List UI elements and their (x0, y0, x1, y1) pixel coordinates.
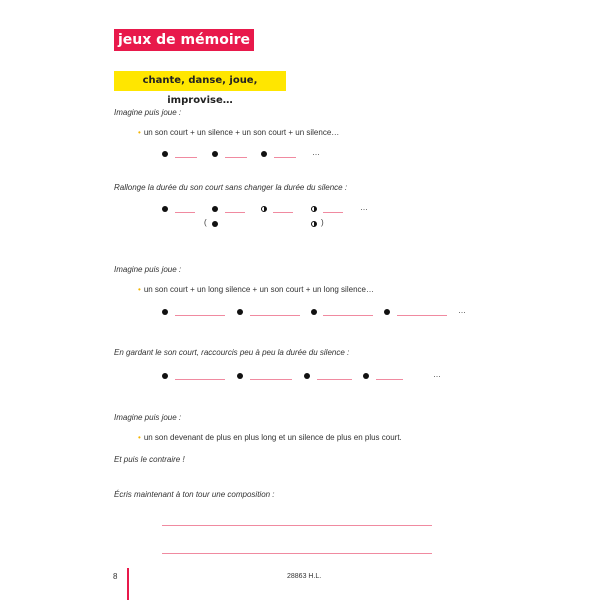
pattern-row-2-variant (0, 218, 600, 230)
pattern-row-1 (0, 148, 600, 160)
close-parenthesis: ) (321, 218, 324, 227)
long-silence-blank (250, 315, 300, 316)
bullet-icon: • (138, 128, 141, 137)
open-parenthesis: ( (204, 218, 207, 227)
instruction-7: Écris maintenant à ton tour une composition : (114, 490, 275, 499)
silence-blank (274, 157, 296, 158)
silence-blank (225, 212, 245, 213)
footer-accent-bar (127, 568, 129, 600)
bullet-icon: • (138, 433, 141, 442)
half-sound-dot (311, 221, 317, 227)
silence-blank (376, 379, 403, 380)
pattern-row-2 (0, 203, 600, 215)
silence-blank (323, 212, 343, 213)
half-sound-dot (261, 206, 267, 212)
short-sound-dot (162, 206, 168, 212)
bullet-icon: • (138, 285, 141, 294)
silence-blank (175, 157, 197, 158)
section-subtitle: chante, danse, joue, improvise… (114, 71, 286, 91)
silence-blank (175, 212, 195, 213)
short-sound-dot (237, 373, 243, 379)
short-sound-dot (162, 151, 168, 157)
short-sound-dot (162, 309, 168, 315)
instruction-6: Et puis le contraire ! (114, 455, 185, 464)
page-title: jeux de mémoire (114, 29, 254, 51)
bullet-text-2: un son court + un long silence + un son court + un long silence… (143, 285, 374, 294)
short-sound-dot (304, 373, 310, 379)
pattern-row-3 (0, 306, 600, 318)
instruction-2: Rallonge la durée du son court sans changer la durée du silence : (114, 183, 348, 192)
ellipsis: … (433, 370, 441, 379)
short-sound-dot (212, 151, 218, 157)
ellipsis: … (360, 203, 368, 212)
publisher-code: 28863 H.L. (287, 573, 322, 580)
silence-blank (250, 379, 292, 380)
ellipsis: … (312, 148, 320, 157)
silence-blank (273, 212, 293, 213)
long-silence-blank (397, 315, 447, 316)
short-sound-dot (311, 309, 317, 315)
silence-blank (317, 379, 352, 380)
silence-blank (225, 157, 247, 158)
short-sound-dot (261, 151, 267, 157)
bullet-text-3: un son devenant de plus en plus long et un silence de plus en plus court. (143, 433, 402, 442)
instruction-4: En gardant le son court, raccourcis peu à peu la durée du silence : (114, 348, 350, 357)
instruction-5: Imagine puis joue : (114, 413, 182, 422)
bullet-item-2 (138, 285, 374, 294)
writing-line[interactable] (162, 553, 432, 554)
short-sound-dot (363, 373, 369, 379)
bullet-text-1: un son court + un silence + un son court + un silence… (143, 128, 340, 137)
long-silence-blank (175, 315, 225, 316)
writing-line[interactable] (162, 525, 432, 526)
bullet-item-3 (138, 433, 402, 442)
short-sound-dot (162, 373, 168, 379)
instruction-1: Imagine puis joue : (114, 108, 182, 117)
long-silence-blank (323, 315, 373, 316)
short-sound-dot (212, 221, 218, 227)
silence-blank (175, 379, 225, 380)
ellipsis: … (458, 306, 466, 315)
short-sound-dot (237, 309, 243, 315)
pattern-row-4 (0, 370, 600, 382)
instruction-3: Imagine puis joue : (114, 265, 182, 274)
bullet-item-1 (138, 128, 339, 137)
page-number: 8 (113, 572, 118, 581)
short-sound-dot (384, 309, 390, 315)
short-sound-dot (212, 206, 218, 212)
half-sound-dot (311, 206, 317, 212)
